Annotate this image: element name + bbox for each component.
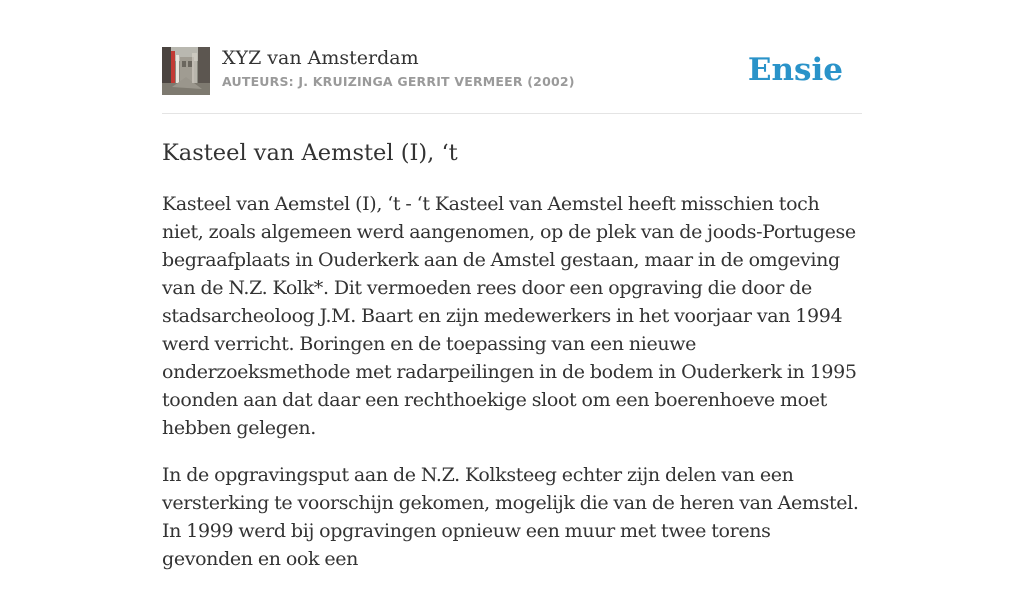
- street-photo-image: [162, 47, 210, 95]
- article-paragraph: In de opgravingsput aan de N.Z. Kolksteeg echter zijn delen van een versterking te voorschijn gekomen, mogelijk die van de heren van Aemstel. In 1999 werd bij opgravingen opnieuw een muur met twee torens gevonden en ook een: [162, 464, 859, 570]
- article-title: Kasteel van Aemstel (I), ‘t: [162, 140, 458, 166]
- article-body: [162, 190, 866, 592]
- article-paragraph: Kasteel van Aemstel (I), ‘t - ‘t Kasteel van Aemstel heeft misschien toch niet, zoals algemeen werd aangenomen, op de plek van de joods-Portugese begraafplaats in Ouderkerk aan de Amstel gestaan, maar in de omgeving van de N.Z. Kolk*. Dit vermoeden rees door een opgraving die door de stadsarcheoloog J.M. Baart en zijn medewerkers in het voorjaar van 1994 werd verricht. Boringen en de toepassing van een nieuwe onderzoeksmethode met radarpeilingen in de bodem in Ouderkerk in 1995 toonden aan dat daar een rechthoekige sloot om een boerenhoeve moet hebben gelegen.: [162, 193, 857, 439]
- header-divider: [162, 113, 862, 114]
- book-cover-avatar[interactable]: [162, 47, 210, 95]
- book-header: [162, 46, 862, 96]
- book-title[interactable]: XYZ van Amsterdam: [222, 47, 419, 69]
- ensie-logo[interactable]: Ensie: [747, 52, 843, 88]
- book-authors: AUTEURS: J. KRUIZINGA GERRIT VERMEER (2002): [222, 74, 575, 89]
